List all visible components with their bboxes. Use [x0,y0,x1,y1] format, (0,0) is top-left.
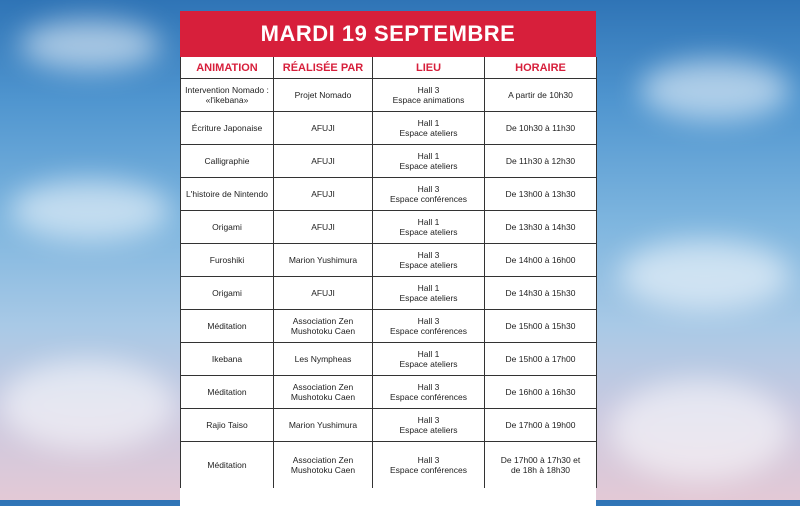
table-row [181,244,597,277]
cell-organizer: Projet Nomado [274,79,373,112]
cell-time: De 14h30 à 15h30 [485,277,597,310]
table-row [181,145,597,178]
column-header-time: HORAIRE [485,57,597,79]
column-header-animation: ANIMATION [181,57,274,79]
cell-time: De 10h30 à 11h30 [485,112,597,145]
column-header-by: RÉALISÉE PAR [274,57,373,79]
cell-place: Hall 3 Espace animations [373,79,485,112]
cell-animation: L'histoire de Nintendo [181,178,274,211]
cell-organizer: Association Zen Mushotoku Caen [274,310,373,343]
cell-time: De 15h00 à 15h30 [485,310,597,343]
cell-time: De 13h30 à 14h30 [485,211,597,244]
table-row [181,310,597,343]
cell-animation: Origami [181,211,274,244]
cell-time: De 16h00 à 16h30 [485,376,597,409]
cell-animation: Calligraphie [181,145,274,178]
cell-place: Hall 1 Espace ateliers [373,343,485,376]
cell-animation: Méditation [181,442,274,489]
cell-place: Hall 3 Espace conférences [373,178,485,211]
cell-place: Hall 1 Espace ateliers [373,211,485,244]
cell-organizer: AFUJI [274,277,373,310]
cell-time: De 13h00 à 13h30 [485,178,597,211]
cell-time: A partir de 10h30 [485,79,597,112]
cell-organizer: Marion Yushimura [274,244,373,277]
cell-place: Hall 3 Espace conférences [373,376,485,409]
cloud-decoration [0,360,175,450]
cell-place: Hall 1 Espace ateliers [373,277,485,310]
cell-animation: Écriture Japonaise [181,112,274,145]
cell-animation: Méditation [181,376,274,409]
table-row [181,442,597,489]
cloud-decoration [640,60,790,120]
column-header-place: LIEU [373,57,485,79]
table-row [181,178,597,211]
table-row [181,277,597,310]
cell-organizer: Marion Yushimura [274,409,373,442]
cell-place: Hall 3 Espace ateliers [373,409,485,442]
cell-organizer: AFUJI [274,145,373,178]
cell-animation: Origami [181,277,274,310]
cloud-decoration [620,240,790,310]
cell-organizer: AFUJI [274,211,373,244]
table-row [181,409,597,442]
cloud-decoration [10,180,170,240]
cell-place: Hall 1 Espace ateliers [373,145,485,178]
cell-place: Hall 3 Espace conférences [373,310,485,343]
cloud-decoration [610,380,790,480]
cell-animation: Furoshiki [181,244,274,277]
table-row [181,376,597,409]
schedule-title: MARDI 19 SEPTEMBRE [180,11,596,57]
cell-place: Hall 3 Espace ateliers [373,244,485,277]
schedule-panel [180,11,596,506]
cell-time: De 17h00 à 19h00 [485,409,597,442]
cell-organizer: Association Zen Mushotoku Caen [274,442,373,489]
cell-organizer: Les Nympheas [274,343,373,376]
table-header-row [181,57,597,79]
cell-organizer: AFUJI [274,178,373,211]
schedule-table [180,57,597,488]
cell-time: De 15h00 à 17h00 [485,343,597,376]
table-row [181,112,597,145]
cell-time: De 17h00 à 17h30 et de 18h à 18h30 [485,442,597,489]
cell-time: De 11h30 à 12h30 [485,145,597,178]
cell-place: Hall 3 Espace conférences [373,442,485,489]
cell-animation: Intervention Nomado : «l'ikebana» [181,79,274,112]
cell-animation: Méditation [181,310,274,343]
cell-animation: Rajio Taiso [181,409,274,442]
table-row [181,79,597,112]
cell-organizer: Association Zen Mushotoku Caen [274,376,373,409]
cell-organizer: AFUJI [274,112,373,145]
cell-place: Hall 1 Espace ateliers [373,112,485,145]
table-row [181,211,597,244]
cloud-decoration [20,20,160,70]
cell-animation: Ikebana [181,343,274,376]
table-row [181,343,597,376]
cell-time: De 14h00 à 16h00 [485,244,597,277]
